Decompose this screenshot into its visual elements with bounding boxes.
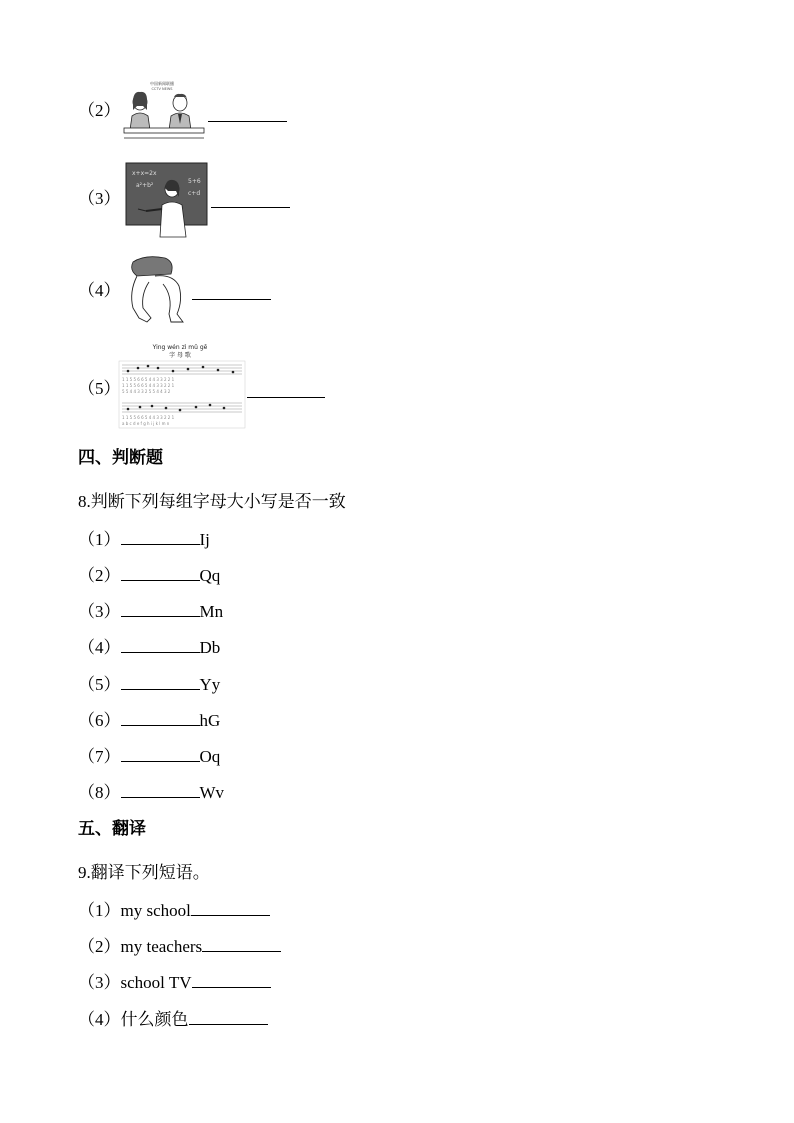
board-text-2: a²+b² bbox=[136, 182, 154, 189]
answer-blank[interactable] bbox=[121, 746, 200, 762]
letter-pair: hG bbox=[199, 711, 221, 730]
phrase: school TV bbox=[120, 973, 192, 992]
answer-blank[interactable] bbox=[121, 782, 200, 798]
board-text-3: 5+6 bbox=[188, 178, 201, 185]
letter-pair: Mn bbox=[199, 602, 224, 621]
letter-pair: Yy bbox=[199, 675, 221, 694]
board-text-1: x+x=2x bbox=[132, 170, 157, 177]
svg-text:1 1 5 5 6 6 5 4 4 3 3 2 2 1: 1 1 5 5 6 6 5 4 4 3 3 2 2 1 bbox=[122, 415, 175, 420]
answer-blank[interactable] bbox=[121, 601, 200, 617]
question-8: 8.判断下列每组字母大小写是否一致 bbox=[78, 492, 346, 511]
svg-text:1 1 5 5 6 6 5 4 4 3 3 2 2 1: 1 1 5 5 6 6 5 4 4 3 3 2 2 1 bbox=[122, 383, 175, 388]
item-number: （3） bbox=[78, 602, 121, 621]
list-item bbox=[78, 1009, 268, 1030]
picture-item-2 bbox=[78, 101, 121, 121]
legs-and-feet-image bbox=[125, 252, 190, 327]
item-number: （3） bbox=[78, 189, 121, 208]
letter-pair: Oq bbox=[199, 747, 221, 766]
answer-blank[interactable] bbox=[211, 207, 290, 208]
picture-item-3 bbox=[78, 189, 121, 209]
list-item bbox=[78, 936, 281, 957]
answer-blank[interactable] bbox=[121, 529, 200, 545]
letter-pair: Ij bbox=[199, 530, 210, 549]
letter-pair: Qq bbox=[199, 566, 221, 585]
question-9: 9.翻译下列短语。 bbox=[78, 863, 210, 882]
song-title-pinyin: Ying wén zì mǔ gē bbox=[152, 344, 208, 351]
teacher-at-blackboard-image bbox=[124, 161, 209, 239]
item-number: （1） bbox=[78, 901, 121, 920]
answer-blank[interactable] bbox=[121, 710, 200, 726]
item-number: （2） bbox=[78, 566, 121, 585]
answer-blank[interactable] bbox=[189, 1009, 268, 1025]
picture-item-4 bbox=[78, 281, 121, 301]
item-number: （2） bbox=[78, 101, 121, 120]
item-number: （4） bbox=[78, 281, 121, 300]
item-number: （1） bbox=[78, 530, 121, 549]
phrase: 什么颜色 bbox=[120, 1010, 189, 1029]
item-number: （8） bbox=[78, 783, 121, 802]
board-text-4: c+d bbox=[188, 190, 201, 197]
picture-item-5 bbox=[78, 379, 121, 399]
answer-blank[interactable] bbox=[191, 900, 270, 916]
answer-blank[interactable] bbox=[192, 972, 271, 988]
phrase: my teachers bbox=[120, 937, 203, 956]
item-number: （7） bbox=[78, 747, 121, 766]
list-item bbox=[78, 710, 220, 731]
list-item bbox=[78, 565, 220, 586]
svg-text:1 1 5 5 6 6 5 4 4 3 3 2 2 1: 1 1 5 5 6 6 5 4 4 3 3 2 2 1 bbox=[122, 377, 175, 382]
answer-blank[interactable] bbox=[208, 121, 287, 122]
answer-blank[interactable] bbox=[202, 936, 281, 952]
list-item bbox=[78, 601, 223, 622]
list-item bbox=[78, 900, 270, 921]
answer-blank[interactable] bbox=[192, 299, 271, 300]
item-number: （4） bbox=[78, 1010, 121, 1029]
item-number: （5） bbox=[78, 379, 121, 398]
news-anchors-image bbox=[122, 78, 206, 144]
song-title: 字 母 歌 bbox=[169, 352, 191, 359]
list-item bbox=[78, 782, 224, 803]
answer-blank[interactable] bbox=[121, 637, 200, 653]
answer-blank[interactable] bbox=[247, 397, 325, 398]
letter-pair: Wv bbox=[199, 783, 225, 802]
list-item bbox=[78, 746, 220, 767]
item-number: （3） bbox=[78, 973, 121, 992]
item-number: （6） bbox=[78, 711, 121, 730]
news-sign: 中国新闻联播 bbox=[150, 81, 174, 86]
news-sign-sub: CCTV NEWS bbox=[151, 87, 173, 91]
list-item bbox=[78, 674, 220, 695]
answer-blank[interactable] bbox=[121, 565, 200, 581]
section-5-heading: 五、翻译 bbox=[78, 819, 146, 839]
phrase: my school bbox=[120, 901, 191, 920]
letter-pair: Db bbox=[199, 638, 221, 657]
list-item bbox=[78, 972, 271, 993]
alphabet-song-score-image bbox=[118, 341, 246, 429]
answer-blank[interactable] bbox=[121, 674, 200, 690]
list-item bbox=[78, 637, 220, 658]
svg-text:5 5 4 4 3 3 2 5 5 4 4 3 2: 5 5 4 4 3 3 2 5 5 4 4 3 2 bbox=[122, 389, 171, 394]
svg-text:a b c d e f g h i j k l m n: a b c d e f g h i j k l m n bbox=[122, 421, 170, 426]
section-4-heading: 四、判断题 bbox=[78, 448, 163, 468]
list-item bbox=[78, 529, 210, 550]
item-number: （2） bbox=[78, 937, 121, 956]
item-number: （4） bbox=[78, 638, 121, 657]
item-number: （5） bbox=[78, 675, 121, 694]
